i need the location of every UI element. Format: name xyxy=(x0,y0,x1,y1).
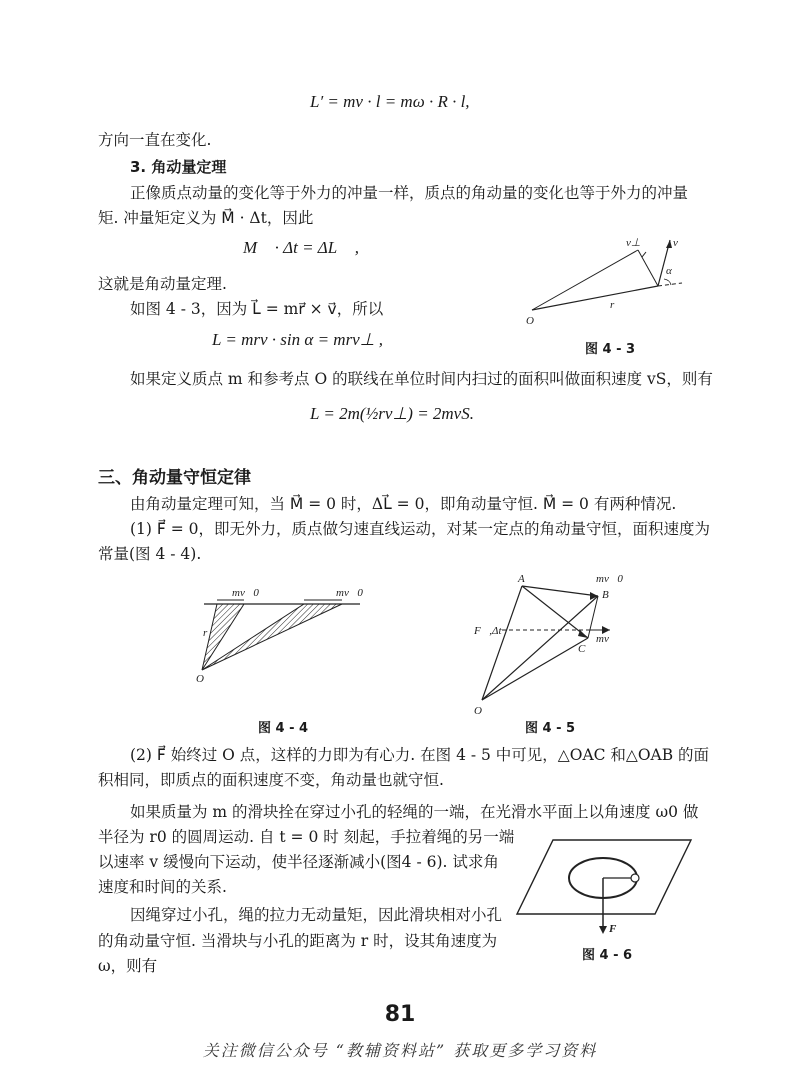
label-b: B xyxy=(602,589,609,601)
text-line: 半径为 r0 的圆周运动. 自 t = 0 时 刻起，手拉着绳的另一端 xyxy=(98,828,515,846)
equation-angular-impulse: M⃗ · Δt = ΔL⃗ , xyxy=(243,238,359,257)
label-mv: mv⃗ xyxy=(596,633,618,645)
text-line: 矩. 冲量矩定义为 M⃗ · Δt，因此 xyxy=(98,209,314,227)
plane xyxy=(517,840,691,914)
text-line: 由角动量定理可知，当 M⃗ = 0 时，ΔL⃗ = 0，即角动量守恒. M⃗ = 0 有两种情况. xyxy=(130,495,677,513)
slider-block xyxy=(631,874,639,882)
label-r: r xyxy=(610,299,615,311)
page-number: 81 xyxy=(384,1002,416,1027)
label-mv0-b: mv⃗0 xyxy=(336,587,363,599)
label-f: F xyxy=(609,923,617,935)
text-line: 常量(图 4 - 4). xyxy=(98,545,202,563)
label-v-perp: v⊥ xyxy=(626,237,641,249)
line-bc xyxy=(588,596,598,638)
figure-4-6 xyxy=(515,832,693,942)
label-mv0-a: mv⃗0 xyxy=(232,587,259,599)
text-line: 如图 4 - 3，因为 L⃗ = mr⃗ × v⃗，所以 xyxy=(130,300,384,318)
section-heading-angular-momentum-theorem: 3. 角动量定理 xyxy=(130,158,227,176)
label-f-dt: F⃗,Δt xyxy=(474,625,502,637)
caption-fig-4-6: 图 4 - 6 xyxy=(582,948,633,963)
figure-4-3 xyxy=(520,228,705,328)
text-line: (1) F⃗ = 0，即无外力，质点做匀速直线运动，对某一定点的角动量守恒，面积速度为 xyxy=(130,520,711,538)
equation-area-velocity: L = 2m(½rv⊥) = 2mvS. xyxy=(310,404,474,423)
line-oc xyxy=(482,638,588,700)
text-line: 积相同，即质点的面积速度不变，角动量也就守恒. xyxy=(98,771,444,789)
line-oa xyxy=(482,586,522,700)
label-c: C xyxy=(578,643,586,655)
figure-4-5 xyxy=(460,570,635,715)
label-alpha: α xyxy=(666,265,672,277)
label-o: O xyxy=(196,673,204,685)
text-line: 因绳穿过小孔，绳的拉力无动量矩，因此滑块相对小孔 xyxy=(130,906,503,924)
caption-fig-4-4: 图 4 - 4 xyxy=(258,721,309,736)
v-perp-line xyxy=(638,250,658,286)
text-line: 以速率 v 缓慢向下运动，使半径逐渐减小(图4 - 6). 试求角 xyxy=(98,853,499,871)
caption-fig-4-5: 图 4 - 5 xyxy=(525,721,576,736)
section-heading-conservation: 三、角动量守恒定律 xyxy=(98,468,251,488)
text-line: 的角动量守恒. 当滑块与小孔的距离为 r 时，设其角速度为 xyxy=(98,932,498,950)
footer-watermark: 关注微信公众号 “教辅资料站” 获取更多学习资料 xyxy=(202,1041,598,1060)
text-line: 正像质点动量的变化等于外力的冲量一样，质点的角动量的变化也等于外力的冲量 xyxy=(130,184,689,202)
text-line: 如果定义质点 m 和参考点 O 的联线在单位时间内扫过的面积叫做面积速度 vS，则有 xyxy=(130,370,713,388)
equation-l-mrv: L = mrv · sin α = mrv⊥ , xyxy=(212,330,384,349)
radius-line xyxy=(532,286,658,310)
figure-4-4 xyxy=(192,578,367,688)
caption-fig-4-3: 图 4 - 3 xyxy=(585,342,636,357)
upper-line xyxy=(532,250,638,310)
label-v: v xyxy=(673,237,678,249)
text-line: (2) F⃗ 始终过 O 点，这样的力即为有心力. 在图 4 - 5 中可见，△OAC 和△OAB 的面 xyxy=(130,746,710,764)
label-mv0: mv⃗0 xyxy=(596,573,623,585)
label-o: O xyxy=(474,705,482,715)
velocity-arrowhead xyxy=(666,240,672,248)
label-o: O xyxy=(526,315,534,327)
label-r: r xyxy=(203,627,208,639)
text-line: 这就是角动量定理. xyxy=(98,275,227,293)
text-line: 如果质量为 m 的滑块拴在穿过小孔的轻绳的一端，在光滑水平面上以角速度 ω0 做 xyxy=(130,803,699,821)
extension-dashed xyxy=(658,283,682,286)
text-line: 速度和时间的关系. xyxy=(98,878,227,896)
label-a: A xyxy=(518,573,525,585)
equation-l-prime: L′ = mv · l = mω · R · l, xyxy=(310,92,470,111)
text-line: 方向一直在变化. xyxy=(98,131,212,149)
text-line: ω，则有 xyxy=(98,957,158,975)
